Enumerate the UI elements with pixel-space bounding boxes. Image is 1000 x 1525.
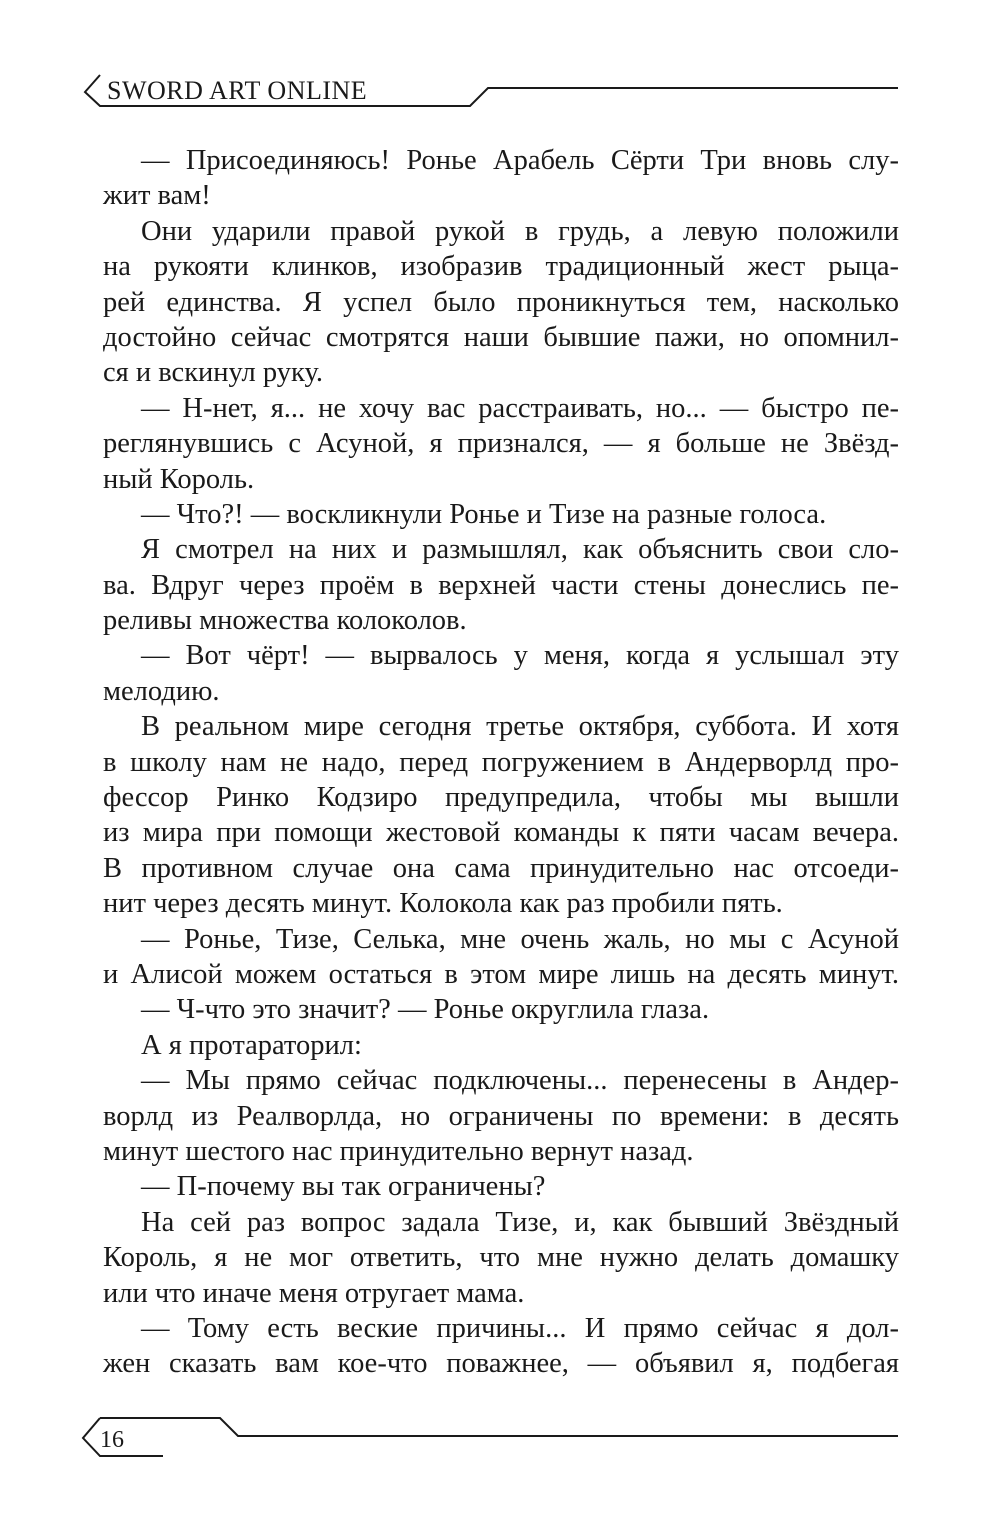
text-line: жит вам!: [103, 180, 211, 212]
text-line: На сей раз вопрос задала Тизе, и, как бывший Звёздный: [141, 1206, 899, 1238]
text-line: — Вот чёрт! — вырвалось у меня, когда я услышал эту: [141, 640, 899, 672]
text-line: — Н-нет, я... не хочу вас расстраивать, но... — быстро пе-: [141, 392, 899, 424]
text-line: ся и вскинул руку.: [103, 357, 323, 389]
text-line: нит через десять минут. Колокола как раз пробили пять.: [103, 888, 783, 920]
footer-ornament: [0, 1400, 1000, 1490]
text-line: мелодию.: [103, 675, 220, 707]
text-line: реливы множества колоколов.: [103, 605, 467, 637]
page-body-text: [103, 143, 899, 1382]
text-line: — Присоединяюсь! Ронье Арабель Сёрти Три вновь слу-: [141, 145, 899, 176]
text-line: А я протараторил:: [141, 1029, 362, 1061]
text-line: Они ударили правой рукой в грудь, а левую положили: [141, 215, 899, 247]
running-title: SWORD ART ONLINE: [107, 76, 368, 105]
text-line: минут шестого нас принудительно вернут назад.: [103, 1135, 694, 1167]
text-line: В противном случае она сама принудительно нас отсоеди-: [103, 852, 899, 884]
page-number: 16: [100, 1427, 124, 1453]
text-line: — Что?! — воскликнули Ронье и Тизе на разные голоса.: [141, 498, 827, 530]
text-line: — Ронье, Тизе, Селька, мне очень жаль, но мы с Асуной: [141, 923, 899, 955]
header-ornament: [0, 0, 1000, 140]
text-line: или что иначе меня отругает мама.: [103, 1277, 525, 1309]
text-line: и Алисой можем остаться в этом мире лишь на десять минут.: [103, 958, 899, 990]
text-line: — П-почему вы так ограничены?: [141, 1171, 546, 1203]
text-line: ва. Вдруг через проём в верхней части стены донеслись пе-: [103, 569, 899, 601]
text-line: рей единства. Я успел было проникнуться тем, насколько: [103, 286, 899, 318]
text-line: фессор Ринко Кодзиро предупредила, чтобы мы вышли: [103, 782, 899, 814]
text-line: Я смотрел на них и размышлял, как объяснить свои сло-: [141, 534, 899, 566]
text-line: достойно сейчас смотрятся наши бывшие пажи, но опомнил-: [103, 321, 899, 353]
text-line: реглянувшись с Асуной, я признался, — я больше не Звёзд-: [103, 428, 899, 460]
text-line: — Тому есть веские причины... И прямо сейчас я дол-: [141, 1312, 899, 1344]
text-line: ворлд из Реалворлда, но ограничены по времени: в десять: [103, 1100, 899, 1132]
text-line: В реальном мире сегодня третье октября, суббота. И хотя: [141, 711, 899, 743]
text-line: ный Король.: [103, 463, 255, 495]
text-line: жен сказать вам кое-что поважнее, — объявил я, подбегая: [103, 1348, 899, 1380]
text-line: — Мы прямо сейчас подключены... перенесены в Андер-: [141, 1065, 899, 1097]
text-line: Король, я не мог ответить, что мне нужно делать домашку: [103, 1242, 899, 1274]
text-line: — Ч-что это значит? — Ронье округлила глаза.: [141, 994, 710, 1026]
text-line: из мира при помощи жестовой команды к пяти часам вечера.: [103, 817, 899, 849]
text-line: на рукояти клинков, изобразив традиционный жест рыца-: [103, 251, 899, 283]
text-line: в школу нам не надо, перед погружением в Андерворлд про-: [103, 746, 899, 778]
